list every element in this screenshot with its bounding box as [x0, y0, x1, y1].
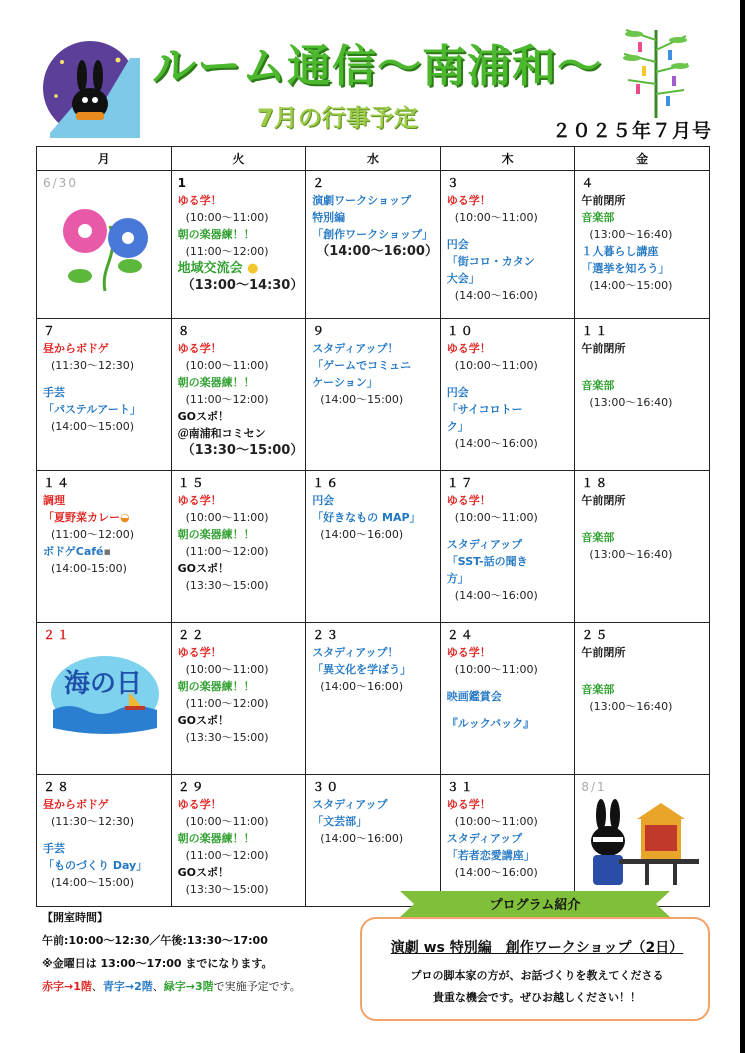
day-number: 8/1 [581, 780, 607, 794]
event-time: (10:00～11:00) [454, 815, 538, 828]
event-label: ゆる学！ [177, 494, 222, 507]
calendar-day-cell [306, 171, 441, 319]
day-number: ２５ [581, 628, 610, 642]
program-desc-line: 貴重な機会です。ぜひお越しください！！ [432, 991, 642, 1004]
event-label: 調理 [43, 494, 65, 507]
event-time: （14:00～16:00） [316, 244, 438, 259]
calendar-day-cell [171, 171, 306, 319]
event-label: スタディアップ！ [312, 342, 399, 355]
event-label: 大会」 [446, 272, 480, 285]
calendar-day-cell [575, 471, 710, 623]
day-number: ７ [43, 324, 58, 338]
calendar-day-cell [440, 471, 575, 623]
calendar-day-cell [171, 319, 306, 471]
day-number: ３ [446, 176, 461, 190]
calendar-day-cell [575, 623, 710, 775]
calendar-day-cell [575, 171, 710, 319]
calendar-day-cell [37, 775, 172, 907]
event-label: ゆる学！ [177, 342, 222, 355]
event-time: (13:30～15:00) [185, 579, 269, 592]
calendar-day-cell [37, 319, 172, 471]
event-label: 朝の楽器練！！ [177, 832, 255, 845]
weekday-header: 金 [575, 147, 710, 171]
event-label: 円会 [446, 386, 469, 399]
calendar-week [37, 623, 710, 775]
event-label: ゆる学！ [446, 494, 491, 507]
event-time: (10:00～11:00) [185, 211, 269, 224]
day-number: １６ [312, 476, 341, 490]
event-label: 音楽部 [581, 379, 615, 392]
calendar-day-cell [37, 171, 172, 319]
opening-hours-line: ※金曜日は 13:00～17:00 までになります。 [42, 957, 273, 970]
event-label: 朝の楽器練！！ [177, 528, 255, 541]
opening-hours-title: 【開室時間】 [42, 911, 108, 924]
event-label [43, 543, 168, 560]
event-time: (14:00～16:00) [454, 589, 538, 602]
event-label: 「ものづくり Day」 [43, 859, 148, 872]
day-number: １１ [581, 324, 610, 338]
event-label: 方」 [446, 572, 469, 585]
event-label-text: 「夏野菜カレー [43, 511, 120, 524]
event-label: 映画鑑賞会 [446, 690, 502, 703]
legend-blue: 青字→2階 [102, 980, 153, 993]
calendar-week [37, 471, 710, 623]
event-label: 音楽部 [581, 683, 615, 696]
day-number: １０ [446, 324, 475, 338]
calendar-day-cell [575, 775, 710, 907]
curry-icon: ◒ [120, 511, 130, 524]
event-label: GOスポ！ [177, 714, 229, 727]
event-time: (10:00～11:00) [185, 815, 269, 828]
event-time: (14:00～16:00) [454, 289, 538, 302]
day-number: ２４ [446, 628, 475, 642]
event-label: 音楽部 [581, 211, 615, 224]
calendar-week [37, 171, 710, 319]
calendar-week [37, 319, 710, 471]
event-label: 円会 [446, 238, 469, 251]
day-number: ４ [581, 176, 596, 190]
moon-rabbit-illustration [40, 38, 140, 138]
event-label: 「街コロ・カタン [446, 255, 535, 268]
event-time: (14:00～16:00) [454, 866, 538, 879]
event-label: ケーション」 [312, 376, 378, 389]
legend-separator: 、 [152, 980, 164, 993]
weekday-header: 火 [171, 147, 306, 171]
day-number: ３１ [446, 780, 475, 794]
program-box [360, 917, 710, 1021]
event-time: (10:00～11:00) [454, 511, 538, 524]
event-label: スタディアップ [312, 798, 388, 811]
event-time: (14:00～16:00) [320, 832, 404, 845]
event-time: （13:00～14:30） [181, 278, 304, 293]
day-number: １５ [177, 476, 206, 490]
event-time: (11:00～12:00) [185, 545, 269, 558]
calendar-day-cell [171, 623, 306, 775]
holiday-label: 海の日 [64, 669, 143, 699]
event-time: (14:00～15:00) [51, 420, 134, 433]
day-number: 1 [177, 176, 188, 190]
calendar-day-cell [171, 471, 306, 623]
event-time: (11:00～12:00) [185, 849, 269, 862]
cafe-icon: ▪ [103, 545, 111, 558]
event-label: 手芸 [43, 386, 65, 399]
event-time: (13:00～16:40) [589, 396, 673, 409]
event-label: ゆる学！ [446, 798, 491, 811]
legend-tail: で実施予定です。 [213, 980, 301, 993]
day-number: ２９ [177, 780, 206, 794]
calendar-week [37, 775, 710, 907]
event-time: (14:00～15:00) [51, 876, 134, 889]
event-label: 「ゲームでコミュニ [312, 359, 411, 372]
calendar-day-cell [171, 775, 306, 907]
event-time: (10:00～11:00) [185, 511, 269, 524]
day-number: １４ [43, 476, 72, 490]
event-label: 朝の楽器練！！ [177, 228, 255, 241]
program-title: 演劇 ws 特別編 創作ワークショップ（2日） [390, 940, 684, 956]
event-time: (11:00～12:00) [185, 245, 269, 258]
event-label: 「創作ワークショップ」 [312, 228, 433, 241]
event-time: (13:00～16:40) [589, 700, 673, 713]
day-number: １７ [446, 476, 475, 490]
day-number: 6/30 [43, 176, 78, 190]
page-title: ルーム通信～南浦和～ [152, 41, 602, 92]
opening-hours-line: 午前:10:00～12:30／午後:13:30～17:00 [42, 934, 268, 947]
legend-separator: 、 [91, 980, 103, 993]
calendar-day-cell [37, 471, 172, 623]
event-label [43, 509, 168, 526]
event-label: 昼からボドゲ [43, 342, 109, 355]
event-time: (11:00～12:00) [185, 697, 269, 710]
weekday-header: 月 [37, 147, 172, 171]
day-number: １８ [581, 476, 610, 490]
event-label: GOスポ！ [177, 410, 229, 423]
event-time: (10:00～11:00) [185, 663, 269, 676]
header [0, 0, 745, 145]
calendar-day-cell [306, 775, 441, 907]
event-label: 午前閉所 [581, 342, 626, 355]
event-label: 手芸 [43, 842, 65, 855]
calendar-day-cell [440, 319, 575, 471]
event-time: (10:00～11:00) [454, 211, 538, 224]
event-label: 「パステルアート」 [43, 403, 141, 416]
page-edge [740, 0, 745, 1053]
event-label: 午前閉所 [581, 194, 626, 207]
event-label: 午前閉所 [581, 494, 626, 507]
event-label: GOスポ！ [177, 866, 229, 879]
tanabata-bamboo-illustration [616, 20, 696, 120]
event-label: 「選挙を知ろう」 [581, 262, 670, 275]
rabbit-mikoshi-illustration [579, 799, 699, 891]
event-label: ＠南浦和コミセン [177, 427, 266, 440]
event-label: 演劇ワークショップ [312, 194, 411, 207]
event-label-text: ボドゲCafé [43, 545, 104, 558]
event-time: (14:00-15:00) [51, 562, 127, 575]
calendar-day-cell [440, 171, 575, 319]
lemon-icon: ● [247, 261, 259, 276]
event-label: 特別編 [312, 211, 346, 224]
day-number: ２８ [43, 780, 72, 794]
floor-legend [42, 975, 301, 998]
event-label: スタディアップ！ [312, 646, 399, 659]
legend-red: 赤字→1階 [42, 980, 92, 993]
calendar-day-cell [37, 623, 172, 775]
event-label: スタディアップ [446, 538, 523, 551]
event-time: (13:00～16:40) [589, 228, 673, 241]
calendar-day-cell [306, 471, 441, 623]
event-time: (14:00～15:00) [589, 279, 673, 292]
event-time: (14:00～15:00) [320, 393, 404, 406]
calendar-day-cell [306, 319, 441, 471]
event-label: 円会 [312, 494, 335, 507]
event-label: 「サイコロトー [446, 403, 523, 416]
event-time: (14:00～16:00) [320, 680, 404, 693]
event-label: 「文芸部」 [312, 815, 368, 828]
program-banner [400, 889, 670, 919]
event-label: 朝の楽器練！！ [177, 680, 255, 693]
weekday-header: 水 [306, 147, 441, 171]
event-label: ゆる学！ [177, 194, 222, 207]
event-label: ゆる学！ [446, 342, 491, 355]
event-time: (14:00～16:00) [454, 437, 538, 450]
event-time: (14:00～16:00) [320, 528, 404, 541]
event-label: ゆる学！ [446, 646, 491, 659]
event-time: (11:00～12:00) [185, 393, 269, 406]
event-time: (10:00～11:00) [454, 359, 538, 372]
calendar-day-cell [440, 775, 575, 907]
opening-hours [42, 906, 301, 998]
event-label: 「異文化を学ぼう」 [312, 663, 412, 676]
event-label: ゆる学！ [177, 798, 222, 811]
event-label: ゆる学！ [446, 194, 491, 207]
event-label: スタディアップ [446, 832, 523, 845]
day-number: ３０ [312, 780, 341, 794]
event-label: GOスポ！ [177, 562, 229, 575]
event-time: (10:00～11:00) [454, 663, 538, 676]
event-label: 午前閉所 [581, 646, 626, 659]
event-label: 「好きなもの MAP」 [312, 511, 421, 524]
event-time: (11:30～12:30) [51, 359, 134, 372]
event-label: 朝の楽器練！！ [177, 376, 255, 389]
event-label: 「若者恋愛講座」 [446, 849, 535, 862]
calendar-day-cell [306, 623, 441, 775]
calendar-day-cell [575, 319, 710, 471]
calendar-day-cell [440, 623, 575, 775]
event-label: ク」 [446, 420, 469, 433]
sea-day-illustration [49, 648, 161, 736]
program-desc-line: プロの脚本家の方が、お話づくりを教えてくださる [410, 969, 664, 982]
day-number: ２３ [312, 628, 341, 642]
event-label-text: 地域交流会 [177, 261, 243, 276]
day-number: ９ [312, 324, 327, 338]
event-label [178, 260, 303, 277]
program-banner-label: プログラム紹介 [489, 898, 581, 913]
day-number: ２２ [177, 628, 206, 642]
morning-glory-illustration [50, 196, 160, 296]
day-number: ２ [312, 176, 327, 190]
event-label: 昼からボドゲ [43, 798, 109, 811]
event-time: (11:00～12:00) [51, 528, 134, 541]
event-label: 『ルックバック』 [446, 717, 535, 730]
event-label: 「SST-話の聞き [446, 555, 528, 568]
event-label: 音楽部 [581, 531, 615, 544]
event-time: (13:30～15:00) [185, 731, 269, 744]
event-label: １人暮らし講座 [581, 245, 659, 258]
event-time: (13:30～15:00) [185, 883, 269, 896]
calendar-table [36, 146, 710, 907]
event-time: （13:30～15:00） [181, 443, 304, 458]
program-description [362, 965, 712, 1009]
page-subtitle: 7月の行事予定 [257, 104, 418, 132]
event-time: (11:30～12:30) [51, 815, 134, 828]
issue-date: ２０２５年７月号 [552, 120, 713, 142]
day-number: ８ [177, 324, 192, 338]
event-label: ゆる学！ [177, 646, 222, 659]
event-time: (10:00～11:00) [185, 359, 269, 372]
legend-green: 緑字→3階 [163, 980, 214, 993]
weekday-header: 木 [440, 147, 575, 171]
day-number: ２１ [43, 628, 72, 642]
event-time: (13:00～16:40) [589, 548, 673, 561]
